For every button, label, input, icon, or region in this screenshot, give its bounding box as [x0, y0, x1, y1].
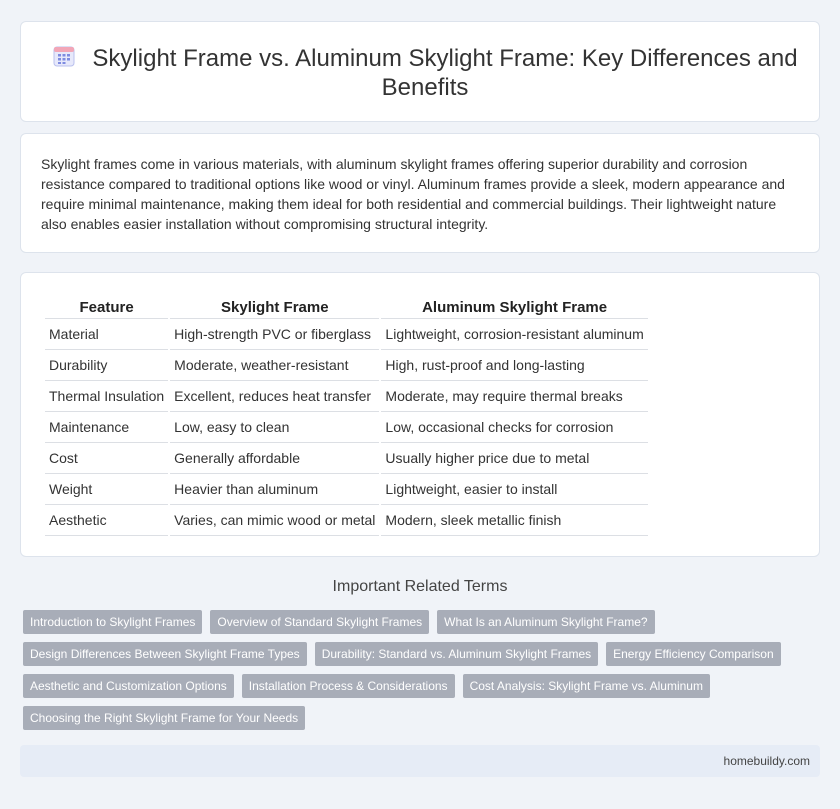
intro-paragraph: Skylight frames come in various materials, with aluminum skylight frames offering superior durability and corrosion resistance compared to traditional options like wood or vinyl. Aluminum frames provide a sleek, modern appearance and require minimal maintenance, making them ideal for both residential and commercial buildings. Their lightweight nature also enables easier installation without compromising structural integrity. — [41, 156, 785, 232]
table-cell: Material — [45, 319, 168, 350]
comparison-table — [43, 295, 650, 536]
table-row — [45, 350, 648, 381]
related-terms-heading: Important Related Terms — [332, 578, 508, 595]
related-terms-list — [23, 610, 803, 730]
footer-bar — [20, 745, 820, 777]
table-cell: Usually higher price due to metal — [381, 443, 647, 474]
header-aluminum-frame: Aluminum Skylight Frame — [381, 295, 647, 319]
page-title-wrap — [51, 44, 799, 102]
intro-card — [20, 133, 820, 253]
table-cell: Cost — [45, 443, 168, 474]
calendar-grid-icon — [52, 44, 76, 68]
related-term-tag[interactable]: Introduction to Skylight Frames — [23, 610, 202, 634]
table-cell: Lightweight, easier to install — [381, 474, 647, 505]
related-term-tag[interactable]: Choosing the Right Skylight Frame for Your Needs — [23, 706, 305, 730]
table-row — [45, 412, 648, 443]
page-title: Skylight Frame vs. Aluminum Skylight Frame: Key Differences and Benefits — [92, 45, 798, 101]
table-cell: High-strength PVC or fiberglass — [170, 319, 379, 350]
table-cell: Aesthetic — [45, 505, 168, 536]
related-term-tag[interactable]: Design Differences Between Skylight Frame Types — [23, 642, 307, 666]
header-skylight-frame: Skylight Frame — [170, 295, 379, 319]
table-cell: Durability — [45, 350, 168, 381]
table-cell: Modern, sleek metallic finish — [381, 505, 647, 536]
table-cell: Heavier than aluminum — [170, 474, 379, 505]
table-cell: Lightweight, corrosion-resistant aluminum — [381, 319, 647, 350]
table-row — [45, 505, 648, 536]
table-cell: Thermal Insulation — [45, 381, 168, 412]
related-term-tag[interactable]: Installation Process & Considerations — [242, 674, 455, 698]
table-cell: High, rust-proof and long-lasting — [381, 350, 647, 381]
table-header-row — [45, 295, 648, 319]
table-row — [45, 319, 648, 350]
related-term-tag[interactable]: Overview of Standard Skylight Frames — [210, 610, 429, 634]
table-cell: Low, occasional checks for corrosion — [381, 412, 647, 443]
table-cell: Moderate, may require thermal breaks — [381, 381, 647, 412]
related-term-tag[interactable]: Durability: Standard vs. Aluminum Skylight Frames — [315, 642, 598, 666]
table-cell: Varies, can mimic wood or metal — [170, 505, 379, 536]
related-term-tag[interactable]: Cost Analysis: Skylight Frame vs. Aluminum — [463, 674, 710, 698]
table-cell: Generally affordable — [170, 443, 379, 474]
table-row — [45, 443, 648, 474]
table-cell: Maintenance — [45, 412, 168, 443]
footer-site-link[interactable]: homebuildy.com — [723, 754, 810, 768]
table-cell: Low, easy to clean — [170, 412, 379, 443]
table-cell: Weight — [45, 474, 168, 505]
header-feature: Feature — [45, 295, 168, 319]
table-row — [45, 381, 648, 412]
related-term-tag[interactable]: Aesthetic and Customization Options — [23, 674, 234, 698]
related-term-tag[interactable]: What Is an Aluminum Skylight Frame? — [437, 610, 654, 634]
title-card — [20, 21, 820, 122]
related-term-tag[interactable]: Energy Efficiency Comparison — [606, 642, 781, 666]
comparison-card — [20, 272, 820, 557]
table-cell: Moderate, weather-resistant — [170, 350, 379, 381]
table-row — [45, 474, 648, 505]
table-cell: Excellent, reduces heat transfer — [170, 381, 379, 412]
